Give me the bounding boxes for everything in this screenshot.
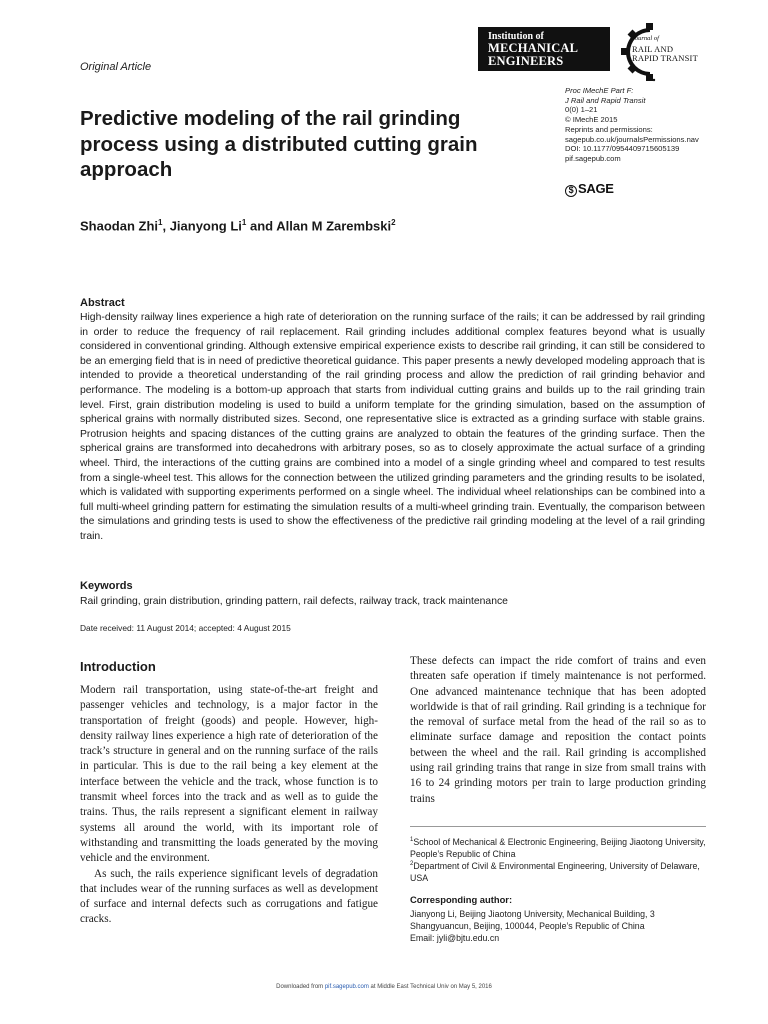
paper-title: Predictive modeling of the rail grinding process using a distributed cutting grain approach	[80, 107, 478, 181]
sage-logo	[565, 181, 614, 197]
body-column-right	[410, 654, 706, 807]
download-notice	[0, 984, 768, 990]
download-prefix: Downloaded from	[276, 984, 325, 990]
journal-site[interactable]: pif.sagepub.com	[565, 153, 621, 163]
logo-line: ENGINEERS	[488, 54, 564, 68]
author-name: Shaodan Zhi	[80, 218, 158, 234]
article-type: Original Article	[80, 61, 152, 73]
footnote-divider	[410, 826, 706, 827]
journal-logo-line: RAIL AND	[632, 44, 674, 54]
footnote-text: Department of Civil & Environmental Engineering, University of Delaware, USA	[410, 860, 700, 883]
body-paragraph: These defects can impact the ride comfort of trains and even threaten safe operation if timely maintenance is not performed. One advanced maintenance technique that has been adopted worldwide is that of rail grinding. Rail grinding is a technique for the removal of surface metal from the head of the rail so as to eliminate surface damage and reposition the contact points between the wheel and the rail. Rail grinding is accomplished using rail grinding trains that range in size from small trains with 16 to 24 grinding motors per train to large production grinding trains	[410, 655, 706, 805]
affiliation-mark: 2	[391, 218, 396, 227]
reprints-link[interactable]: sagepub.co.uk/journalsPermissions.nav	[565, 134, 699, 144]
imeche-logo	[478, 27, 610, 71]
journal-meta	[565, 86, 760, 164]
logo-line: MECHANICAL	[488, 41, 579, 55]
reprints-label: Reprints and permissions:	[565, 124, 653, 134]
author-name: Jianyong Li	[169, 218, 242, 234]
keywords-text: Rail grinding, grain distribution, grinding pattern, rail defects, railway track, track maintenance	[80, 596, 508, 607]
footnote-text: School of Mechanical & Electronic Engineering, Beijing Jiaotong University, People’s Republic of China	[410, 836, 706, 859]
corresponding-author-details	[410, 908, 706, 944]
author-separator: and	[246, 218, 277, 234]
journal-logo	[620, 22, 730, 82]
author-separator: ,	[162, 218, 170, 234]
journal-issue: 0(0) 1–21	[565, 105, 598, 115]
corresponding-author-heading: Corresponding author:	[410, 894, 513, 905]
doi[interactable]: DOI: 10.1177/0954409715605139	[565, 144, 680, 154]
corresponding-author-address: Shangyuancun, Beijing, 100044, People’s Republic of China	[410, 921, 645, 931]
keywords-heading: Keywords	[80, 580, 133, 592]
author-list	[80, 218, 396, 233]
affiliation-mark: 1	[158, 218, 163, 227]
journal-logo-line: RAPID TRANSIT	[632, 53, 698, 63]
copyright: © IMechE 2015	[565, 115, 618, 125]
logo-line: Institution of	[488, 31, 544, 42]
affiliation-footnote	[410, 834, 706, 860]
affiliation-footnote	[410, 858, 706, 884]
introduction-heading: Introduction	[80, 659, 156, 674]
footnote-mark: 1	[410, 837, 414, 843]
journal-name: Proc IMechE Part F:	[565, 86, 634, 95]
body-paragraph: Modern rail transportation, using state-of-the-art freight and passenger vehicles and technology, is a major factor in the transportation of freight (goods) and people. However, high-density railway lines experience a high rate of deterioration of the track’s structure in general and on the running surface of the rails in particular. This is due to the rail being a key element at the interface between the vehicle and the track, whose function is to transmit wheel forces into the track and as well as to guide the trains. Thus, the rails represent a significant element in railway systems all around the world, with its important role of withstanding and transmitting the loads generated by the moving vehicle and the environment.	[80, 684, 378, 865]
body-paragraph: As such, the rails experience significant levels of degradation that includes wear of the running surfaces as well as development of surface and internal defects such as corrugations and fatigue cracks.	[80, 867, 378, 926]
received-dates: Date received: 11 August 2014; accepted: 4 August 2015	[80, 623, 291, 633]
abstract-heading: Abstract	[80, 297, 125, 309]
abstract-text: High-density railway lines experience a high rate of deterioration on the running surface of the rails; it can be addressed by rail grinding in order to reduce the frequency of rail replacement. Rail grinding includes additional complex features beyond what is usually considered in conventional grinding. Although extensive empirical experience exists to describe rail grinding, it can still be considered to be an emerging field that is in need of predictive theoretical guidance. This paper presents a newly developed modeling approach that is intended to provide a theoretical understanding of the rail grinding process and allow the prediction of rail grinding behavior and performance. The modeling is a bottom-up approach that starts from individual cutting grains and builds up to the rail grinding train level. First, grain distribution modeling is used to build a uniform template for the grinding simulation, based on the assumption of spherical grains with normally distributed sizes. Second, one representative slice is extracted as a grinding surface with stable grains. Protrusion heights and spacing distances of the cutting grains are analyzed to obtain the features of the grinding surface. Then the spherical grains are transformed into decahedrons with arbitrary poses, so as to closely approximate the actual surface of a grinding wheel. Third, the interactions of the cutting grains are combined into a model of a single grinding wheel and compared to test results from a single-wheel test. This allows for the connection between the utilized grinding parameters and the grinding results to be isolated, which is validated with supporting experiments performed on a single wheel. The individual wheel relationships can be combined into a full multi-wheel grinding pattern for estimating the simulation results of a multi-wheel grinding train. Eventually, the comparison between the simulations and grinding tests is used to show the effectiveness of the predictive rail grinding modeling at the level of a rail grinding train.	[80, 312, 705, 542]
affiliation-mark: 1	[241, 218, 247, 227]
corresponding-author-name: Jianyong Li, Beijing Jiaotong University, Mechanical Building, 3	[410, 909, 655, 919]
footnote-mark: 2	[410, 861, 414, 867]
sage-s-icon: $	[565, 185, 577, 197]
body-column-left	[80, 683, 378, 928]
download-suffix: at Middle East Technical Univ on May 5, 2016	[368, 984, 492, 990]
author-name: Allan M Zarembski	[276, 218, 392, 234]
journal-subname: J Rail and Rapid Transit	[565, 95, 646, 105]
sage-label: SAGE	[578, 181, 614, 196]
journal-logo-line: Journal of	[632, 35, 659, 42]
download-link[interactable]: pif.sagepub.com	[324, 984, 369, 990]
corresponding-author-email[interactable]: Email: jyli@bjtu.edu.cn	[410, 933, 500, 943]
